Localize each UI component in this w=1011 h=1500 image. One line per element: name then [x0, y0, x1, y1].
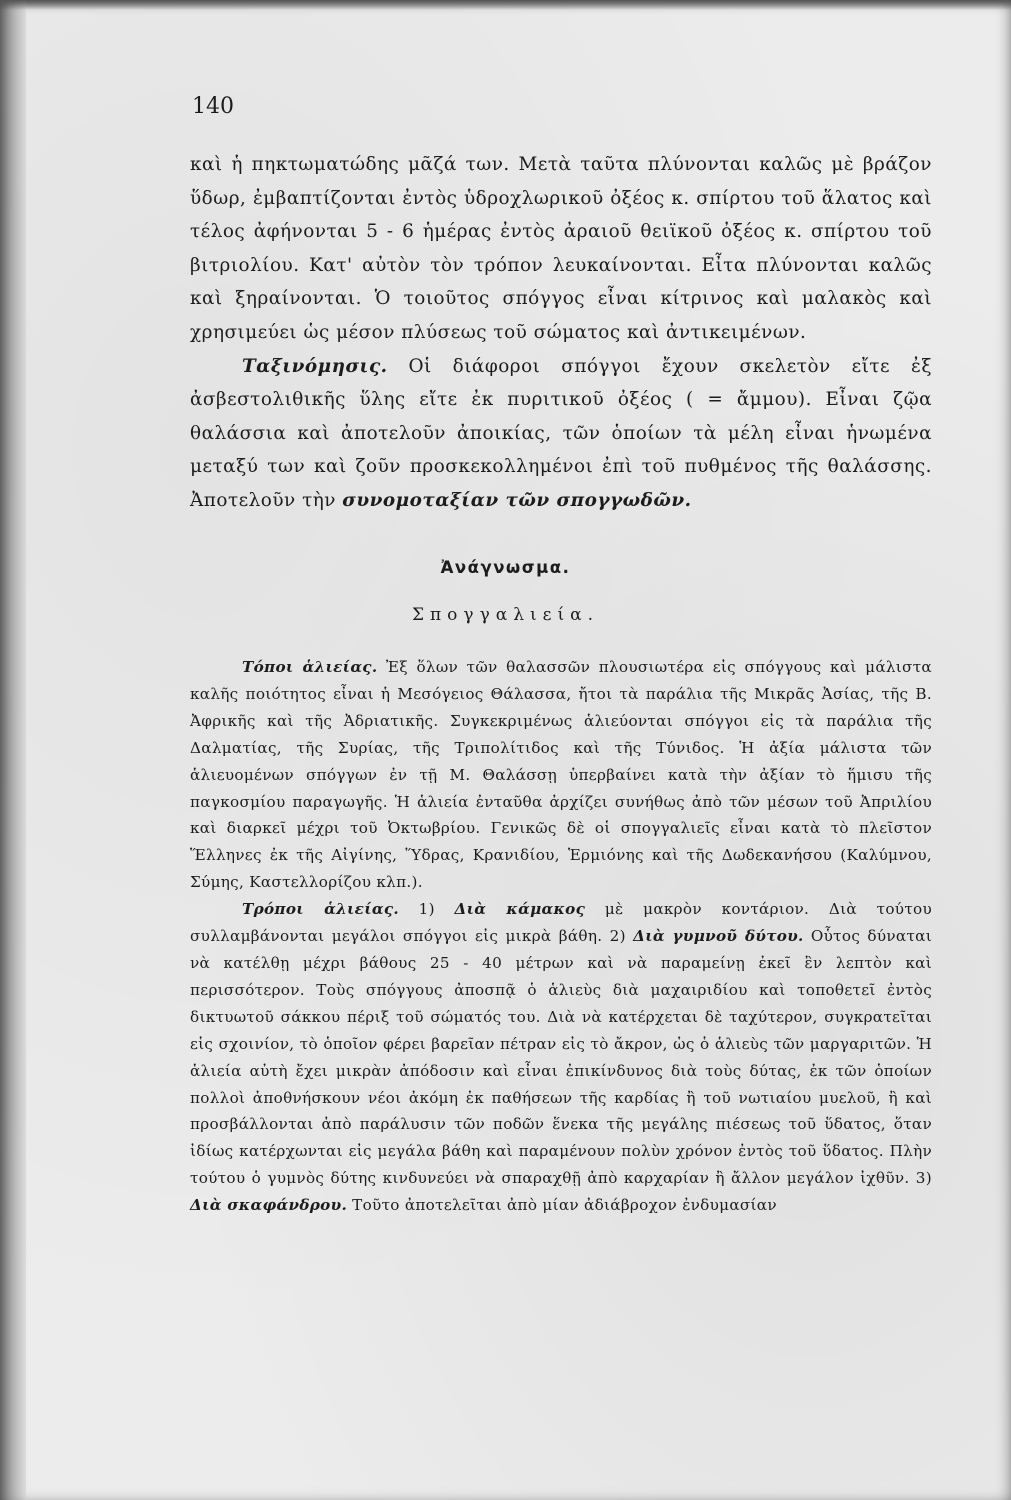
reading-title: Σπογγαλιεία.	[411, 605, 600, 625]
main-text	[190, 148, 932, 518]
page-binding-shadow	[0, 0, 26, 1500]
paragraph-fishing-places	[190, 654, 932, 896]
fishing-method-term: Διὰ γυμνοῦ δύτου.	[633, 927, 804, 946]
page-number: 140	[192, 94, 234, 119]
fishing-methods-text: 1)	[398, 900, 455, 919]
paragraph-top: καὶ ἡ πηκτωματώδης μᾶζά των. Μετὰ ταῦτα πλύνονται καλῶς μὲ βράζον ὕδωρ, ἐμβαπτίζονται ἐντὸς ὑδροχλωρικοῦ ὀξέος κ. σπίρτου τοῦ ἅλατος καὶ τέλος ἀφήνονται 5 - 6 ἡμέρας ἐντὸς ἀραιοῦ θειϊκοῦ ὀξέος κ. σπίρτου τοῦ βιτριολίου. Κατ' αὐτὸν τὸν τρόπον λευκαίνονται. Εἶτα πλύνονται καλῶς καὶ ξηραίνονται. Ὁ τοιοῦτος σπόγγος εἶναι κίτρινος καὶ μαλακὸς καὶ χρησιμεύει ὡς μέσον πλύσεως τοῦ σώματος καὶ ἀντικειμένων.	[190, 154, 932, 343]
paragraph-taxonomy	[190, 350, 932, 518]
fishing-method-term: Διὰ κάμακος	[454, 900, 586, 919]
reading-text	[190, 654, 932, 1219]
taxonomy-text: Οἱ διάφοροι σπόγγοι ἔχουν σκελετὸν εἴτε ἐξ ἀσβεστολιθικῆς ὕλης εἴτε ἐκ πυριτικοῦ ὀξέος ( = ἄμμου). Εἶναι ζῷα θαλάσσια καὶ ἀποτελοῦν ἀποικίας, τῶν ὁποίων τὰ μέλη εἶναι ἡνωμένα μεταξύ των καὶ ζοῦν προσκεκολλημένοι ἐπὶ τοῦ πυθμένος τῆς θαλάσσης. Ἀποτελοῦν τὴν	[190, 355, 932, 511]
page-top-shadow	[0, 0, 1011, 10]
fishing-methods-text: Τοῦτο ἀποτελεῖται ἀπὸ μίαν ἀδιάβροχον ἐνδυμασίαν	[347, 1196, 777, 1215]
fishing-methods-lead: Τρόποι ἁλιείας.	[242, 900, 399, 919]
fishing-methods-text: Οὗτος δύναται νὰ κατέλθῃ μέχρι βάθους 25 - 40 μέτρων καὶ νὰ παραμείνῃ ἐκεῖ ἓν λεπτὸν καὶ περισσότερον. Τοὺς σπόγγους ἀποσπᾷ ὁ ἁλιεὺς διὰ μαχαιριδίου καὶ τοποθετεῖ ἐντὸς δικτυωτοῦ σάκκου πέριξ τοῦ σώματός του. Διὰ νὰ κατέρχεται δὲ ταχύτερον, συγκρατεῖται εἰς σχοινίον, τὸ ὁποῖον φέρει βαρεῖαν πέτραν εἰς τὸ ἄκρον, ὡς ὁ ἁλιεὺς τῶν μαργαριτῶν. Ἡ ἁλιεία αὐτὴ ἔχει μικρὰν ἀπόδοσιν καὶ εἶναι ἐπικίνδυνος διὰ τοὺς δύτας, ἐκ τῶν ὁποίων πολλοὶ ἀποθνήσκουν νέοι ἀκόμη ἐκ παθήσεων τῆς καρδίας ἢ τοῦ νωτιαίου μυελοῦ, ἢ καὶ προσβάλλονται ἀπὸ παράλυσιν τῶν ποδῶν ἕνεκα τῆς μεγάλης πιέσεως τοῦ ὕδατος, ὅταν ἰδίως κατέρχωνται εἰς μεγάλα βάθη καὶ παραμένουν πολὺν χρόνον ἐντὸς τοῦ ὕδατος. Πλὴν τούτου ὁ γυμνὸς δύτης κινδυνεύει νὰ σπαραχθῇ ἀπὸ καρχαρίαν ἢ ἄλλον μεγάλον ἰχθῦν. 3)	[190, 927, 932, 1188]
paragraph-fishing-methods	[190, 896, 932, 1219]
taxonomy-emphasis: συνομοταξίαν τῶν σπογγωδῶν.	[342, 489, 692, 511]
fishing-method-term: Διὰ σκαφάνδρου.	[190, 1196, 348, 1215]
reading-heading: Ἀνάγνωσμα.	[440, 558, 571, 577]
fishing-places-text: Ἐξ ὅλων τῶν θαλασσῶν πλουσιωτέρα εἰς σπόγγους καὶ μάλιστα καλῆς ποιότητος εἶναι ἡ Μεσόγειος Θάλασσα, ἤτοι τὰ παράλια τῆς Μικρᾶς Ἀσίας, τῆς Β. Ἀφρικῆς καὶ τῆς Ἀδριατικῆς. Συγκεκριμένως ἁλιεύονται σπόγγοι εἰς τὰ παράλια τῆς Δαλματίας, τῆς Συρίας, τῆς Τριπολίτιδος καὶ τῆς Τύνιδος. Ἡ ἀξία μάλιστα τῶν ἁλιευομένων σπόγγων ἐν τῇ Μ. Θαλάσσῃ ὑπερβαίνει κατὰ τὴν ἀξίαν τὸ ἥμισυ τῆς παγκοσμίου παραγωγῆς. Ἡ ἁλιεία ἐνταῦθα ἀρχίζει συνήθως ἀπὸ τῶν μέσων τοῦ Ἀπριλίου καὶ διαρκεῖ μέχρι τοῦ Ὀκτωβρίου. Γενικῶς δὲ οἱ σπογγαλιεῖς εἶναι κατὰ τὸ πλεῖστον Ἕλληνες ἐκ τῆς Αἰγίνης, Ὕδρας, Κρανιδίου, Ἑρμιόνης καὶ τῆς Δωδεκανήσου (Καλύμνου, Σύμης, Καστελλορίζου κλπ.).	[190, 658, 932, 892]
taxonomy-term: Ταξινόμησις.	[242, 355, 388, 377]
fishing-methods-text: μὲ μακρὸν κοντάριον. Διὰ τούτου συλλαμβάνονται μεγάλοι σπόγγοι εἰς μικρὰ βάθη. 2)	[190, 900, 932, 946]
fishing-places-lead: Τόποι ἁλιείας.	[242, 658, 378, 676]
